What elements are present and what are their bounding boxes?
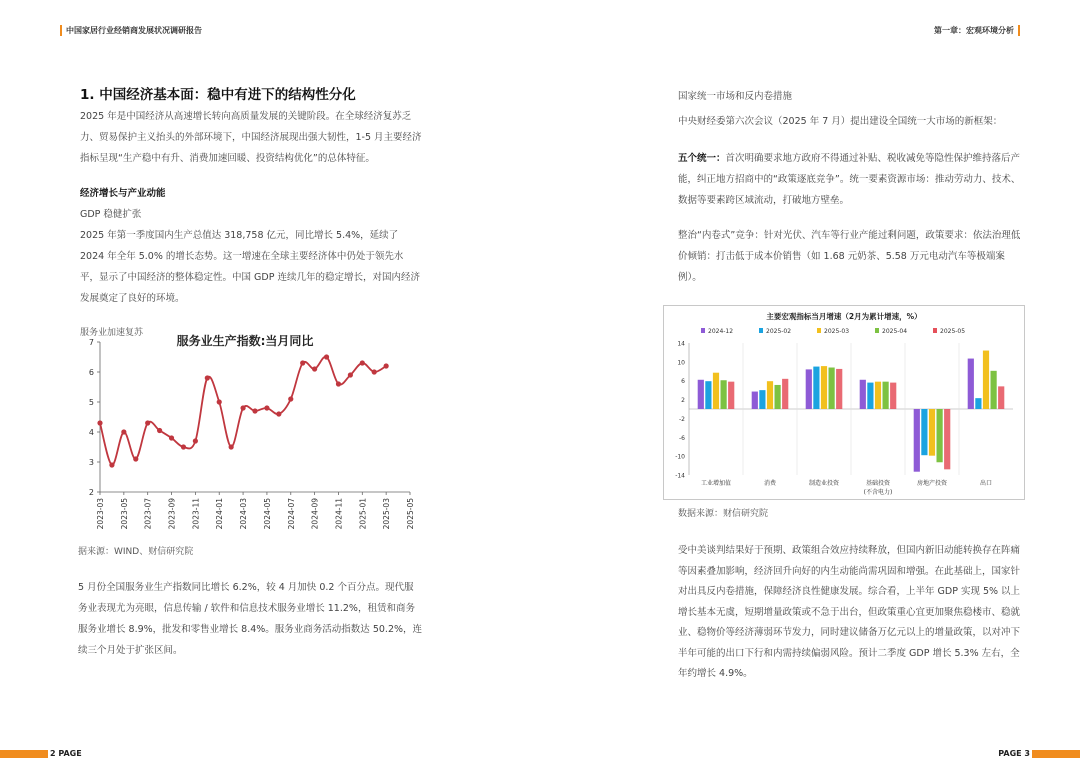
bar (698, 380, 704, 409)
macro-indicators-bar-chart (663, 305, 1025, 500)
involution-paragraph: 整治“内卷式”竞争：针对光伏、汽车等行业产能过剩问题，政策要求：依法治理低价倾销：打击低于成本价销售（如 1.68 元奶茶、5.58 万元电动汽车等极端案例）。 (678, 230, 1021, 283)
data-point (384, 363, 389, 368)
legend-label: 2025-03 (824, 328, 850, 335)
page-number-left: 2 PAGE (50, 749, 82, 758)
legend-swatch (817, 328, 821, 333)
bar (944, 409, 950, 469)
data-point (193, 438, 198, 443)
x-tick-label: 2023-03 (96, 498, 105, 530)
data-point (205, 375, 210, 380)
legend-swatch (875, 328, 879, 333)
intro-paragraph: 2025 年是中国经济从高速增长转向高质量发展的关键阶段。在全球经济复苏乏力、贸易保护主义抬头的外部环境下，中国经济展现出强大韧性，1-5 月主要经济指标呈现“生产稳中有升、消费加速回暖、投资结构优化”的总体特征。 (80, 111, 422, 164)
y-tick-label: -10 (675, 453, 685, 461)
bar (713, 373, 719, 409)
bar (721, 380, 727, 409)
legend-label: 2025-05 (940, 328, 966, 335)
x-tick-label: 2025-03 (382, 498, 392, 530)
chart-title: 服务业生产指数:当月同比 (176, 334, 314, 348)
data-point (97, 420, 102, 425)
y-tick-label: 3 (88, 458, 94, 467)
footer-bar-right (1032, 750, 1080, 758)
legend-label: 2024-12 (708, 328, 734, 335)
y-tick-label: 6 (88, 368, 94, 377)
data-point (229, 444, 234, 449)
y-tick-label: 4 (88, 428, 94, 437)
market-heading: 国家统一市场和反内卷措施 (678, 91, 793, 102)
bar (983, 351, 989, 409)
x-tick-label: 2023-07 (143, 498, 153, 530)
five-unified-text: 首次明确要求地方政府不得通过补贴、税收减免等隐性保护维持落后产能，纠正地方招商中的“政策逐底竞争”。统一要素资源市场：推动劳动力、技术、数据等要素跨区域流动，打破地方壁垒。 (678, 153, 1021, 206)
data-point (324, 354, 329, 359)
bar (829, 368, 835, 409)
gdp-paragraph: 2025 年第一季度国内生产总值达 318,758 亿元，同比增长 5.4%，延续了 2024 年全年 5.0% 的增长态势。这一增速在全球主要经济体中仍处于领先水平，显示了中国经济的整体稳定性。中国 GDP 连续几年的稳定增长，对国内经济发展奠定了良好的环境。 (80, 230, 420, 304)
x-tick-label: 2023-09 (167, 498, 177, 530)
data-point (217, 399, 222, 404)
data-point (372, 369, 377, 374)
x-tick-label: 2024-11 (334, 498, 344, 530)
y-tick-label: 14 (677, 340, 685, 348)
subsection-heading: 经济增长与产业动能 (80, 188, 166, 199)
category-label: 工业增加值 (700, 480, 732, 487)
right-column (678, 86, 1023, 323)
bar (890, 383, 896, 409)
five-unified-paragraph (678, 148, 1023, 211)
bar (860, 380, 866, 409)
page-number-right: PAGE 3 (998, 749, 1030, 758)
data-point (157, 428, 162, 433)
x-tick-label: 2025-05 (406, 498, 415, 530)
bar (813, 367, 819, 409)
bar (752, 392, 758, 409)
bar (968, 359, 974, 409)
y-tick-label: 6 (681, 378, 685, 386)
data-point (288, 396, 293, 401)
bar (975, 398, 981, 409)
data-point (336, 381, 341, 386)
right-source-note: 数据来源：财信研究院 (678, 509, 769, 519)
bar (921, 409, 927, 455)
data-point (264, 405, 269, 410)
legend-label: 2025-04 (882, 328, 908, 335)
category-label: 房地产投资 (916, 480, 948, 487)
series-line (100, 357, 386, 465)
data-point (240, 405, 245, 410)
data-point (145, 420, 150, 425)
conclusion-paragraph: 受中美谈判结果好于预期、政策组合效应持续释放，但国内新旧动能转换存在阵痛等因素叠加影响，经济回升向好的内生动能尚需巩固和增强。在此基础上，国家针对出具反内卷措施，保障经济良性健康发展。综合看，上半年 GDP 实现 5% 以上增长基本无虞，短期增量政策或不急于出台，但政策重心宜更加聚焦稳楼市、稳就业、稳物价等经济薄弱环节发力，同时建议储备万亿元以上的增量政策，以对冲下半年可能的出口下行和内需持续偏弱风险。预计二季度 GDP 增长 5.3% 左右，全年约增长 4.9%。 (678, 545, 1021, 679)
report-title-header: 中国家居行业经销商发展状况调研报告 (60, 25, 202, 36)
gdp-heading: GDP 稳健扩张 (80, 209, 142, 220)
service-paragraph: 5 月份全国服务业生产指数同比增长 6.2%，较 4 月加快 0.2 个百分点。现代服务业表现尤为亮眼，信息传输 / 软件和信息技术服务业增长 11.2%，租赁和商务服务业增长 8.9%，批发和零售业增长 8.4%。服务业商务活动指数达 50.2%，连续三个月处于扩张区间。 (78, 582, 423, 656)
data-point (109, 462, 114, 467)
legend-swatch (933, 328, 937, 333)
bar (821, 366, 827, 409)
bar (759, 390, 765, 409)
y-tick-label: 2 (88, 488, 94, 497)
bar (767, 381, 773, 409)
bar (991, 371, 997, 409)
legend-swatch (701, 328, 705, 333)
data-point (181, 444, 186, 449)
x-tick-label: 2024-03 (239, 498, 249, 530)
bar (867, 383, 873, 409)
left-source-note: 据来源：WIND、财信研究院 (78, 547, 194, 557)
chart-caption: 服务业加速复苏 (80, 328, 144, 338)
bar (998, 386, 1004, 409)
category-label: 消费 (763, 480, 777, 487)
data-point (252, 408, 257, 413)
left-column (80, 86, 422, 344)
data-point (276, 411, 281, 416)
x-tick-label: 2024-09 (310, 498, 320, 530)
data-point (121, 429, 126, 434)
data-point (169, 435, 174, 440)
y-tick-label: 2 (681, 397, 685, 405)
market-intro: 中央财经委第六次会议（2025 年 7 月）提出建设全国统一大市场的新框架： (678, 116, 1003, 127)
category-label: 出口 (979, 480, 993, 487)
x-tick-label: 2025-01 (358, 498, 368, 530)
y-tick-label: 10 (677, 359, 685, 367)
section-title: 1. 中国经济基本面：稳中有进下的结构性分化 (80, 87, 356, 103)
footer-bar-left (0, 750, 48, 758)
bar (728, 382, 734, 409)
y-tick-label: -2 (679, 415, 685, 423)
y-tick-label: 5 (88, 398, 94, 407)
right-bottom-block (678, 504, 1023, 685)
x-tick-label: 2024-05 (262, 498, 272, 530)
legend-swatch (759, 328, 763, 333)
five-unified-label: 五个统一： (678, 153, 726, 164)
bar (775, 385, 781, 409)
category-label: 制造业投资 (808, 480, 840, 487)
bar (914, 409, 920, 472)
chapter-title-header: 第一章：宏观环境分析 (934, 25, 1020, 36)
category-sublabel: (不含电力) (863, 489, 893, 496)
x-tick-label: 2024-07 (286, 498, 296, 530)
y-tick-label: -6 (679, 434, 685, 442)
legend-label: 2025-02 (766, 328, 792, 335)
bar (875, 382, 881, 409)
bar (782, 379, 788, 409)
y-tick-label: 7 (88, 338, 94, 347)
data-point (300, 360, 305, 365)
data-point (312, 366, 317, 371)
x-tick-label: 2023-11 (191, 498, 201, 530)
chart-title: 主要宏观指标当月增速（2月为累计增速，%） (766, 312, 922, 321)
left-bottom-block (78, 542, 422, 661)
x-tick-label: 2024-01 (215, 498, 225, 530)
bar (806, 369, 812, 409)
bar (929, 409, 935, 456)
category-label: 基础投资 (865, 480, 891, 487)
data-point (133, 456, 138, 461)
data-point (360, 360, 365, 365)
y-tick-label: -14 (675, 472, 685, 480)
bar (705, 381, 711, 409)
x-tick-label: 2023-05 (119, 498, 129, 530)
bar (836, 369, 842, 409)
service-index-line-chart (60, 322, 422, 537)
data-point (348, 372, 353, 377)
bar (883, 382, 889, 409)
bar (937, 409, 943, 462)
